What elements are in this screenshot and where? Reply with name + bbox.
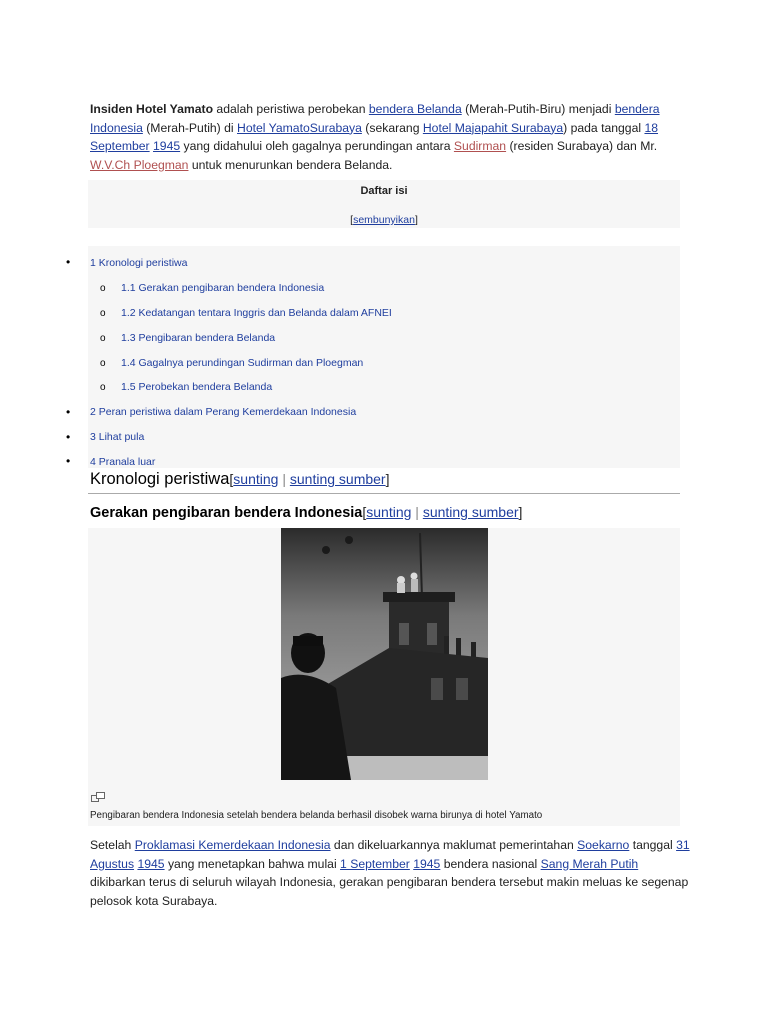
- toc-item-1-2[interactable]: 1.2 Kedatangan tentara Inggris dan Belanda dalam AFNEI: [121, 307, 392, 319]
- bullet-icon: •: [66, 255, 71, 269]
- toc-title: Daftar isi: [360, 185, 408, 197]
- subsection-heading-gerakan: [90, 504, 522, 521]
- text: (Merah-Putih-Biru) menjadi: [461, 102, 615, 116]
- link-1945-a[interactable]: 1945: [137, 856, 165, 871]
- magnify-clip-icon[interactable]: [91, 790, 105, 802]
- edit-links: [362, 505, 522, 521]
- link-sang-merah-putih[interactable]: Sang Merah Putih: [540, 856, 639, 871]
- circle-bullet-icon: o: [100, 333, 106, 344]
- intro-paragraph: [90, 100, 690, 174]
- link-1-september[interactable]: 1 September: [340, 856, 410, 871]
- toc-item-1-3[interactable]: 1.3 Pengibaran bendera Belanda: [121, 332, 276, 344]
- circle-bullet-icon: o: [100, 382, 106, 393]
- toc-item-2[interactable]: 2 Peran peristiwa dalam Perang Kemerdekaan Indonesia: [90, 406, 357, 418]
- bullet-icon: •: [66, 430, 71, 444]
- text: (residen Surabaya) dan Mr.: [506, 139, 658, 154]
- link-hotel-majapahit[interactable]: Hotel Majapahit Surabaya: [422, 120, 564, 135]
- toc-item-1-5[interactable]: 1.5 Perobekan bendera Belanda: [121, 381, 273, 393]
- body-paragraph: [90, 836, 690, 910]
- text: tanggal: [629, 838, 677, 852]
- figure-caption: Pengibaran bendera Indonesia setelah bendera belanda berhasil disobek warna birunya di hotel Yamato: [90, 810, 543, 821]
- link-soekarno[interactable]: Soekarno: [577, 838, 630, 852]
- heading-divider: [88, 493, 680, 494]
- edit-source-link[interactable]: sunting sumber: [289, 471, 386, 487]
- toc-item-1[interactable]: 1 Kronologi peristiwa: [90, 257, 188, 269]
- link-1945-b[interactable]: 1945: [413, 856, 441, 871]
- bracket: ]: [518, 504, 523, 520]
- section-heading-kronologi: [90, 470, 389, 489]
- text: (sekarang: [361, 120, 423, 135]
- text: dikibarkan terus di seluruh wilayah Indonesia, gerakan pengibaran bendera tersebut makin meluas ke segenap pelosok kota Surabaya.: [90, 875, 689, 908]
- bullet-icon: •: [66, 405, 71, 419]
- separator: |: [278, 471, 290, 487]
- toc-toggle: [88, 214, 680, 226]
- toc-hide-link[interactable]: sembunyikan: [353, 214, 415, 226]
- link-surabaya[interactable]: Surabaya: [309, 120, 362, 135]
- text: (Merah-Putih) di: [142, 120, 238, 135]
- text: yang didahului oleh gagalnya perundingan antara: [180, 139, 454, 154]
- bracket: [: [350, 214, 354, 226]
- bracket: ]: [414, 214, 418, 226]
- link-bendera-indonesia[interactable]: bendera Indonesia: [90, 102, 660, 135]
- bracket: ]: [385, 471, 390, 487]
- toc-item-1-1[interactable]: 1.1 Gerakan pengibaran bendera Indonesia: [121, 282, 325, 294]
- historical-photo[interactable]: [281, 528, 488, 780]
- circle-bullet-icon: o: [100, 358, 106, 369]
- link-sudirman[interactable]: Sudirman: [453, 139, 507, 154]
- link-31-agustus[interactable]: 31 Agustus: [90, 838, 690, 871]
- link-ploegman[interactable]: W.V.Ch Ploegman: [90, 157, 189, 172]
- link-1945[interactable]: 1945: [153, 139, 181, 154]
- text: ) pada tanggal: [563, 120, 645, 135]
- text: adalah peristiwa perobekan: [213, 102, 369, 116]
- heading-text: Gerakan pengibaran bendera Indonesia: [90, 505, 363, 521]
- heading-text: Kronologi peristiwa: [90, 470, 230, 488]
- circle-bullet-icon: o: [100, 308, 106, 319]
- bracket: [: [362, 504, 367, 520]
- text: bendera nasional: [440, 856, 541, 871]
- link-18-september[interactable]: 18 September: [90, 120, 659, 154]
- text: untuk menurunkan bendera Belanda.: [188, 157, 393, 172]
- bracket: [: [229, 471, 234, 487]
- link-hotel-yamato[interactable]: Hotel Yamato: [237, 120, 310, 135]
- text: yang menetapkan bahwa mulai: [164, 856, 341, 871]
- toc-item-3[interactable]: 3 Lihat pula: [90, 431, 145, 443]
- toc-item-1-4[interactable]: 1.4 Gagalnya perundingan Sudirman dan Ploegman: [121, 357, 364, 369]
- edit-link[interactable]: sunting: [233, 471, 279, 487]
- bullet-icon: •: [66, 454, 71, 468]
- text: dan dikeluarkannya maklumat pemerintahan: [330, 838, 578, 852]
- edit-link[interactable]: sunting: [366, 504, 412, 520]
- toc-item-4[interactable]: 4 Pranala luar: [90, 456, 156, 468]
- link-proklamasi[interactable]: Proklamasi Kemerdekaan Indonesia: [134, 838, 331, 852]
- text: Setelah: [90, 838, 135, 852]
- edit-links: [229, 470, 389, 488]
- separator: |: [411, 504, 423, 520]
- circle-bullet-icon: o: [100, 283, 106, 294]
- link-bendera-belanda[interactable]: bendera Belanda: [368, 102, 462, 116]
- edit-source-link[interactable]: sunting sumber: [422, 504, 519, 520]
- article-subject: Insiden Hotel Yamato: [90, 102, 214, 116]
